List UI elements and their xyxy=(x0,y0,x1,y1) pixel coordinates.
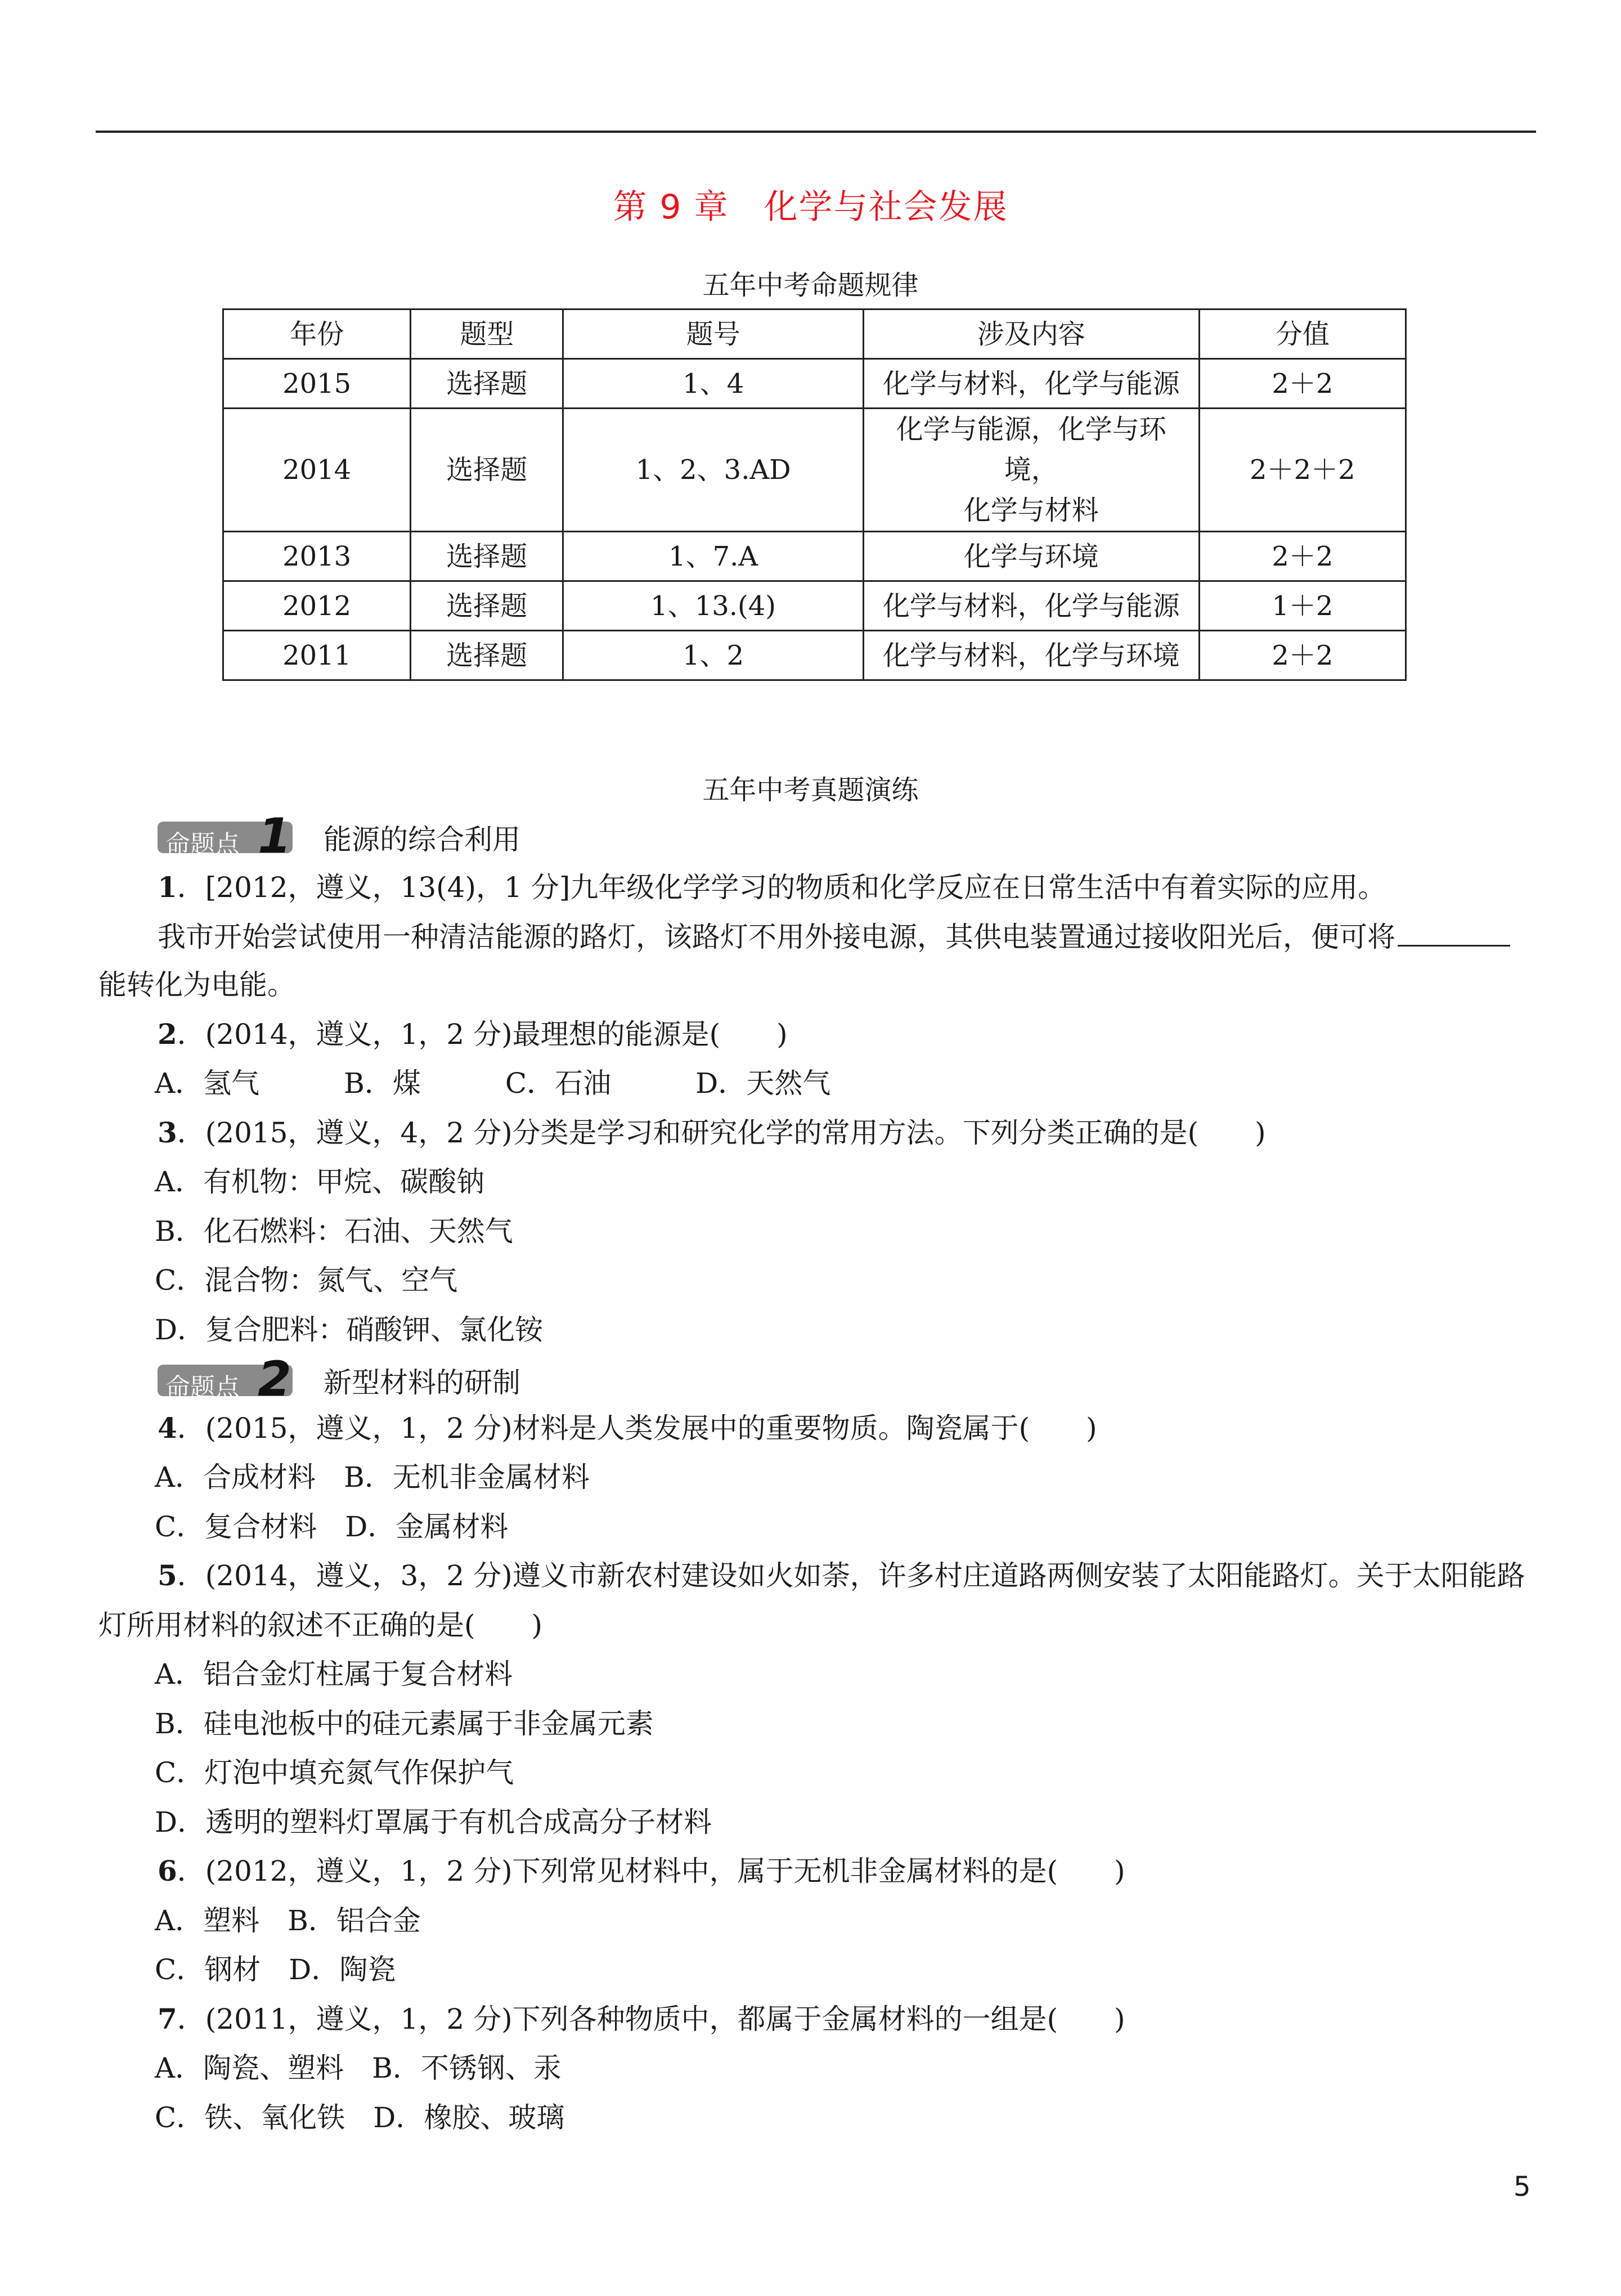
question-option: C．钢材 D．陶瓷 xyxy=(155,1953,396,1986)
badge-number: 2 xyxy=(258,1351,291,1407)
cell-score: 2＋2 xyxy=(1199,359,1406,409)
table-row xyxy=(223,359,1406,409)
header-type: 题型 xyxy=(411,310,563,359)
question-option: B．化石燃料：石油、天然气 xyxy=(155,1215,513,1248)
cell-type: 选择题 xyxy=(411,581,563,631)
question-2 xyxy=(158,1017,788,1051)
cell-type: 选择题 xyxy=(411,409,563,532)
cell-year: 2014 xyxy=(223,409,411,532)
question-option: D．透明的塑料灯罩属于有机合成高分子材料 xyxy=(155,1806,712,1838)
cell-score: 2＋2＋2 xyxy=(1199,409,1406,532)
cell-content: 化学与材料，化学与能源 xyxy=(863,581,1199,631)
question-number: 4 xyxy=(158,1411,177,1445)
cell-type: 选择题 xyxy=(411,359,563,409)
question-6 xyxy=(158,1854,1125,1888)
question-option: C．复合材料 D．金属材料 xyxy=(155,1510,509,1543)
question-5 xyxy=(158,1559,1525,1593)
question-stem: 我市开始尝试使用一种清洁能源的路灯，该路灯不用外接电源，其供电装置通过接收阳光后，便可将 xyxy=(158,921,1395,953)
section-badge xyxy=(158,1351,293,1407)
exam-pattern-table xyxy=(222,308,1407,681)
cell-content-line1: 化学与能源，化学与环境， xyxy=(896,414,1166,486)
cell-content xyxy=(863,409,1199,532)
question-option: A．塑料 B．铝合金 xyxy=(155,1904,421,1937)
question-number: 2 xyxy=(158,1017,177,1051)
question-5-line2: 灯所用材料的叙述不正确的是( ) xyxy=(98,1609,543,1642)
cell-number: 1、7.A xyxy=(563,532,864,581)
cell-year: 2013 xyxy=(223,532,411,581)
question-option: A．有机物：甲烷、碳酸钠 xyxy=(155,1165,485,1198)
header-number: 题号 xyxy=(563,310,864,359)
question-7 xyxy=(158,2002,1125,2036)
answer-blank[interactable] xyxy=(1398,920,1510,947)
cell-type: 选择题 xyxy=(411,532,563,581)
question-option: A．陶瓷、塑料 B．不锈钢、汞 xyxy=(155,2052,562,2084)
cell-score: 2＋2 xyxy=(1199,631,1406,680)
section-title: 新型材料的研制 xyxy=(324,1366,520,1399)
badge-label: 命题点 xyxy=(165,830,240,859)
cell-content: 化学与材料，化学与能源 xyxy=(863,359,1199,409)
table-row xyxy=(223,631,1406,680)
page-number: 5 xyxy=(1514,2171,1531,2203)
header-content: 涉及内容 xyxy=(863,310,1199,359)
question-option: C．灯泡中填充氮气作保护气 xyxy=(155,1756,514,1789)
table-row xyxy=(223,581,1406,631)
table-caption: 五年中考命题规律 xyxy=(702,270,919,301)
section-badge xyxy=(158,808,293,864)
cell-number: 1、4 xyxy=(563,359,864,409)
question-stem: ．[2012，遵义，13(4)，1 分]九年级化学学习的物质和化学反应在日常生活中有着实际的应用。 xyxy=(177,871,1386,904)
header-rule xyxy=(96,131,1536,133)
cell-number: 1、2、3.AD xyxy=(563,409,864,532)
cell-content: 化学与环境 xyxy=(863,532,1199,581)
question-option: C．混合物：氮气、空气 xyxy=(155,1264,458,1297)
question-stem: ．(2015，遵义，4，2 分)分类是学习和研究化学的常用方法。下列分类正确的是( ) xyxy=(177,1116,1266,1149)
cell-year: 2015 xyxy=(223,359,411,409)
question-option: C．铁、氧化铁 D．橡胶、玻璃 xyxy=(155,2101,565,2134)
section-title: 能源的综合利用 xyxy=(324,823,520,856)
question-option: B．硅电池板中的硅元素属于非金属元素 xyxy=(155,1707,654,1740)
question-1-line3: 能转化为电能。 xyxy=(98,968,295,1001)
question-4 xyxy=(158,1411,1097,1445)
cell-number: 1、2 xyxy=(563,631,864,680)
cell-content: 化学与材料，化学与环境 xyxy=(863,631,1199,680)
cell-score: 1＋2 xyxy=(1199,581,1406,631)
header-year: 年份 xyxy=(223,310,411,359)
question-number: 6 xyxy=(158,1854,177,1887)
cell-type: 选择题 xyxy=(411,631,563,680)
question-option: A．氢气 B．煤 C．石油 D．天然气 xyxy=(155,1067,831,1100)
question-3 xyxy=(158,1116,1266,1150)
question-stem: ．(2012，遵义，1，2 分)下列常见材料中，属于无机非金属材料的是( ) xyxy=(177,1855,1125,1887)
cell-content-line2: 化学与材料 xyxy=(963,495,1099,526)
question-stem: ．(2014，遵义，3，2 分)遵义市新农村建设如火如荼，许多村庄道路两侧安装了太阳能路灯。关于太阳能路 xyxy=(177,1559,1525,1592)
question-stem: ．(2011，遵义，1，2 分)下列各种物质中，都属于金属材料的一组是( ) xyxy=(177,2003,1125,2035)
question-stem: ．(2015，遵义，1，2 分)材料是人类发展中的重要物质。陶瓷属于( ) xyxy=(177,1412,1097,1445)
cell-score: 2＋2 xyxy=(1199,532,1406,581)
chapter-title: 第 9 章 化学与社会发展 xyxy=(613,187,1008,227)
cell-year: 2011 xyxy=(223,631,411,680)
question-number: 1 xyxy=(158,871,177,904)
question-number: 7 xyxy=(158,2002,177,2035)
question-1-line2 xyxy=(158,920,1510,954)
cell-year: 2012 xyxy=(223,581,411,631)
question-stem: ．(2014，遵义，1，2 分)最理想的能源是( ) xyxy=(177,1018,788,1051)
table-header-row xyxy=(223,310,1406,359)
question-option: D．复合肥料：硝酸钾、氯化铵 xyxy=(155,1313,544,1346)
table-row xyxy=(223,532,1406,581)
question-1 xyxy=(158,871,1386,904)
badge-number: 1 xyxy=(258,808,291,864)
badge-label: 命题点 xyxy=(165,1373,240,1402)
header-score: 分值 xyxy=(1199,310,1406,359)
question-option: A．铝合金灯柱属于复合材料 xyxy=(155,1658,513,1690)
question-number: 5 xyxy=(158,1559,177,1592)
question-number: 3 xyxy=(158,1116,177,1149)
cell-number: 1、13.(4) xyxy=(563,581,864,631)
table-row xyxy=(223,409,1406,532)
question-option: A．合成材料 B．无机非金属材料 xyxy=(155,1461,590,1494)
practice-title: 五年中考真题演练 xyxy=(702,774,919,806)
